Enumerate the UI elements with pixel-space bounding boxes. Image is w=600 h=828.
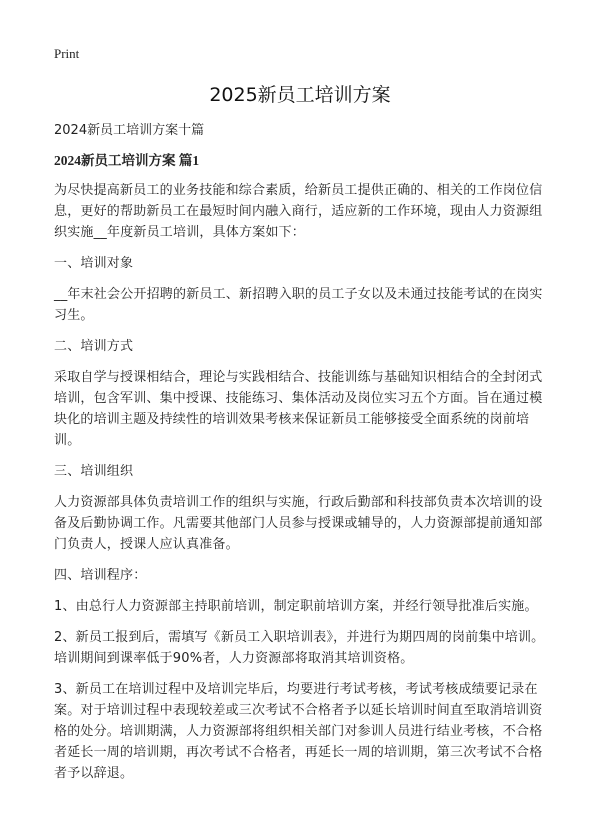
procedure-step-1: 1、由总行人力资源部主持职前培训，制定职前培训方案，并经行领导批准后实施。 <box>54 599 538 614</box>
document-title: 2025新员工培训方案 <box>209 84 391 106</box>
intro-paragraph: 为尽快提高新员工的业务技能和综合素质，给新员工提供正确的、相关的工作岗位信息，更好的帮助新员工在最短时间内融入商行，适应新的工作环境，现由人力资源组织实施__年度新员工培训，具体方案如下： <box>54 183 543 240</box>
heading-training-target: 一、培训对象 <box>54 256 134 271</box>
paragraph-training-method: 采取自学与授课相结合，理论与实践相结合、技能训练与基础知识相结合的全封闭式培训，包含军训、集中授课、技能练习、集体活动及岗位实习五个方面。旨在通过模块化的培训主题及持续性的培训效果考核来保证新员工能够接受全面系统的岗前培训。 <box>54 370 543 448</box>
print-link[interactable]: Print <box>54 46 80 61</box>
document-subtitle: 2024新员工培训方案十篇 <box>54 123 205 138</box>
heading-training-procedure: 四、培训程序： <box>54 568 147 583</box>
procedure-step-3: 3、新员工在培训过程中及培训完毕后，均要进行考试考核，考试考核成绩要记录在案。对于培训过程中表现较差或三次考试不合格者予以延长培训时间直至取消培训资格的处分。培训期满，人力资源部将组织相关部门对参训人员进行结业考核，不合格者延长一周的培训期，再次考试不合格者，再延长一周的培训期，第三次考试不合格者予以辞退。 <box>54 682 543 781</box>
section-heading: 2024新员工培训方案 篇1 <box>54 153 200 168</box>
paragraph-training-organization: 人力资源部具体负责培训工作的组织与实施，行政后勤部和科技部负责本次培训的设备及后勤协调工作。凡需要其他部门人员参与授课或辅导的，人力资源部提前通知部门负责人，授课人应认真准备。 <box>54 495 543 552</box>
heading-training-method: 二、培训方式 <box>54 339 134 354</box>
document-body <box>54 122 552 794</box>
heading-training-organization: 三、培训组织 <box>54 464 134 479</box>
paragraph-training-target: __年末社会公开招聘的新员工、新招聘入职的员工子女以及未通过技能考试的在岗实习生。 <box>54 287 543 323</box>
procedure-step-2: 2、新员工报到后，需填写《新员工入职培训表》，并进行为期四周的岗前集中培训。培训期间到课率低于90%者，人力资源部将取消其培训资格。 <box>54 630 545 666</box>
